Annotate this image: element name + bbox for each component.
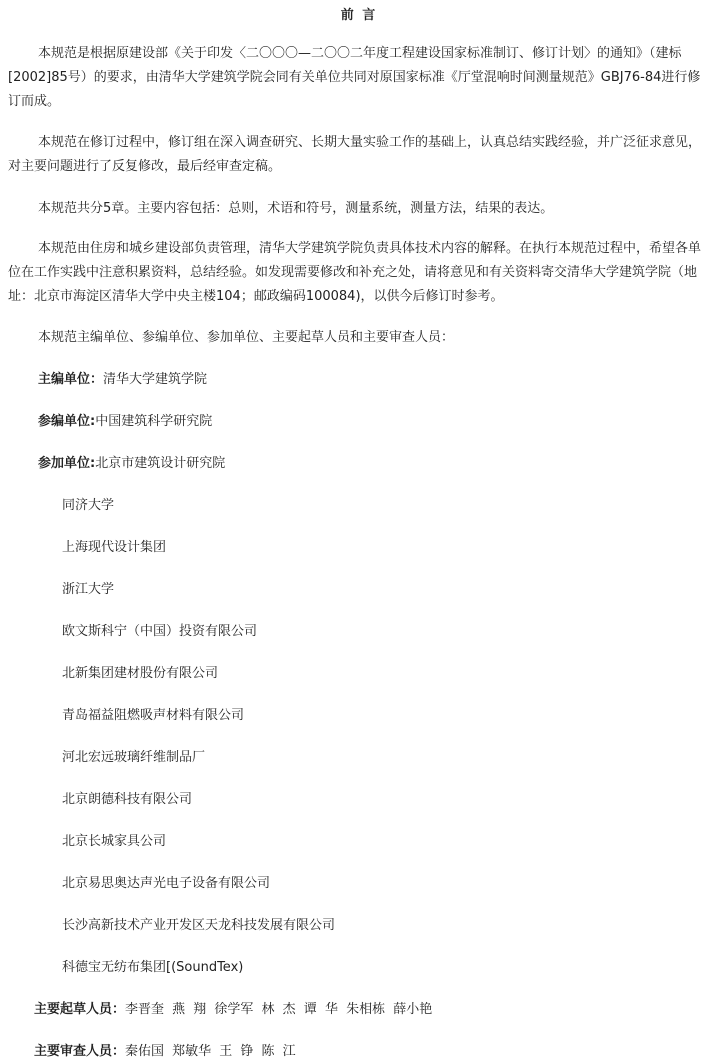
chief-unit-label: 主编单位：: [38, 372, 104, 387]
paragraph-units-intro: 本规范主编单位、参编单位、参加单位、主要起草人员和主要审查人员：: [38, 330, 455, 345]
participating-unit-item: 北京朗德科技有限公司: [62, 792, 193, 807]
paragraph-contents: 本规范共分5章。主要内容包括：总则，术语和符号，测量系统，测量方法，结果的表达。: [38, 201, 554, 216]
participating-unit-item: 北新集团建材股份有限公司: [62, 666, 219, 681]
participating-unit-item: 长沙高新技术产业开发区天龙科技发展有限公司: [62, 918, 336, 933]
chief-unit-value: 清华大学建筑学院: [103, 372, 208, 387]
participating-unit-item: 同济大学: [62, 498, 115, 513]
drafters-line: [34, 1000, 432, 1020]
participating-unit-label: 参加单位:: [38, 456, 96, 471]
participating-unit-line: [38, 454, 225, 474]
participating-unit-first: 北京市建筑设计研究院: [95, 456, 226, 471]
participating-unit-item: 科德宝无纺布集团[(SoundTex): [62, 960, 244, 975]
participating-unit-item: 青岛福益阻燃吸声材料有限公司: [62, 708, 245, 723]
participating-unit-item: 上海现代设计集团: [62, 540, 167, 555]
reviewers-label: 主要审查人员：: [34, 1044, 126, 1059]
participating-unit-item: 欧文斯科宁（中国）投资有限公司: [62, 624, 258, 639]
document-title: 前 言: [340, 8, 378, 23]
participating-unit-item: 浙江大学: [62, 582, 115, 597]
paragraph-management: 本规范由住房和城乡建设部负责管理，清华大学建筑学院负责具体技术内容的解释。在执行本规范过程中，希望各单位在工作实践中注意积累资料，总结经验。如发现需要修改和补充之处，请将意见和有关资料寄交清华大学建筑学院（地址：北京市海淀区清华大学中央主楼104；邮政编码100084)，以供今后修订时参考。: [8, 241, 702, 304]
paragraph-revision-process: 本规范在修订过程中，修订组在深入调查研究、长期大量实验工作的基础上，认真总结实践经验，并广泛征求意见，对主要问题进行了反复修改，最后经审查定稿。: [8, 135, 702, 174]
participating-unit-item: 河北宏远玻璃纤维制品厂: [62, 750, 206, 765]
co-unit-label: 参编单位:: [38, 414, 96, 429]
participating-unit-item: 北京易思奥达声光电子设备有限公司: [62, 876, 271, 891]
drafters-names: 李晋奎 燕 翔 徐学军 林 杰 谭 华 朱相栋 薛小艳: [125, 1002, 433, 1017]
paragraph-origin: 本规范是根据原建设部《关于印发〈二〇〇〇—二〇〇二年度工程建设国家标准制订、修订计划〉的通知》（建标[2002]85号）的要求，由清华大学建筑学院会同有关单位共同对原国家标准《厅堂混响时间测量规范》GBJ76-84进行修订而成。: [8, 46, 701, 109]
co-unit-value: 中国建筑科学研究院: [95, 414, 213, 429]
reviewers-line: [34, 1042, 296, 1062]
reviewers-names: 秦佑国 郑敏华 王 铮 陈 江: [125, 1044, 296, 1059]
participating-unit-item: 北京长城家具公司: [62, 834, 167, 849]
chief-unit-line: [38, 370, 207, 390]
drafters-label: 主要起草人员：: [34, 1002, 126, 1017]
co-unit-line: [38, 412, 212, 432]
